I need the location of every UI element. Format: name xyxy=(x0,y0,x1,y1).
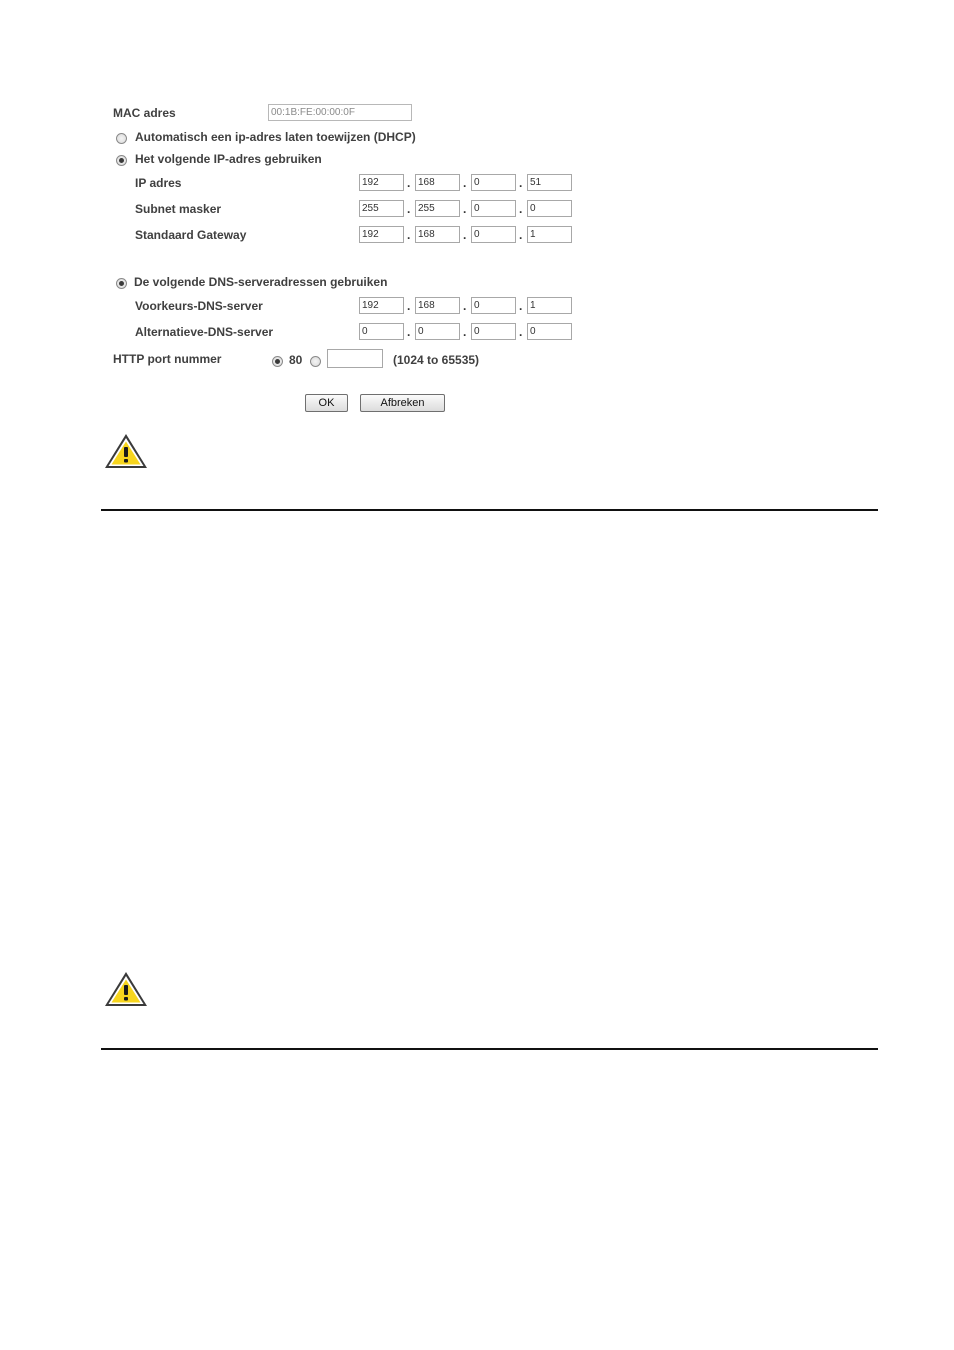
http-port-custom-input[interactable] xyxy=(327,349,383,368)
http-port-range-hint: (1024 to 65535) xyxy=(393,353,480,367)
warning-icon xyxy=(103,970,149,1008)
ip-octet-3[interactable]: 0 xyxy=(471,174,516,191)
static-ip-label: Het volgende IP-adres gebruiken xyxy=(135,152,322,166)
subnet-separator: . xyxy=(407,202,411,216)
dns-preferred-separator: . xyxy=(407,299,411,313)
dhcp-label: Automatisch een ip-adres laten toewijzen (DHCP) xyxy=(135,130,416,144)
section-divider xyxy=(101,509,878,511)
http-port-default-radio[interactable] xyxy=(272,356,283,367)
ip-octet-4[interactable]: 51 xyxy=(527,174,572,191)
ip-separator: . xyxy=(407,176,411,190)
gateway-octet-1[interactable]: 192 xyxy=(359,226,404,243)
ok-button[interactable]: OK xyxy=(305,394,348,412)
dns-alternative-label: Alternatieve-DNS-server xyxy=(135,325,274,339)
dns-alternative-octet-1[interactable]: 0 xyxy=(359,323,404,340)
gateway-octet-2[interactable]: 168 xyxy=(415,226,460,243)
http-port-custom-radio[interactable] xyxy=(310,356,321,367)
ip-separator: . xyxy=(519,176,523,190)
ip-label: IP adres xyxy=(135,176,182,190)
cancel-button[interactable]: Afbreken xyxy=(360,394,445,412)
subnet-separator: . xyxy=(519,202,523,216)
subnet-octet-3[interactable]: 0 xyxy=(471,200,516,217)
warning-icon xyxy=(103,432,149,470)
dns-manual-label: De volgende DNS-serveradressen gebruiken xyxy=(134,275,388,289)
subnet-octet-2[interactable]: 255 xyxy=(415,200,460,217)
dns-alternative-separator: . xyxy=(407,325,411,339)
ip-octet-2[interactable]: 168 xyxy=(415,174,460,191)
gateway-separator: . xyxy=(407,228,411,242)
gateway-octet-3[interactable]: 0 xyxy=(471,226,516,243)
section-divider xyxy=(101,1048,878,1050)
dns-alternative-octet-3[interactable]: 0 xyxy=(471,323,516,340)
subnet-separator: . xyxy=(463,202,467,216)
dns-preferred-octet-3[interactable]: 0 xyxy=(471,297,516,314)
dns-preferred-separator: . xyxy=(519,299,523,313)
dns-preferred-octet-4[interactable]: 1 xyxy=(527,297,572,314)
subnet-label: Subnet masker xyxy=(135,202,222,216)
static-ip-radio[interactable] xyxy=(116,155,127,166)
dhcp-radio[interactable] xyxy=(116,133,127,144)
dns-preferred-octet-1[interactable]: 192 xyxy=(359,297,404,314)
dns-alternative-octet-4[interactable]: 0 xyxy=(527,323,572,340)
subnet-octet-4[interactable]: 0 xyxy=(527,200,572,217)
gateway-separator: . xyxy=(519,228,523,242)
dns-preferred-octet-2[interactable]: 168 xyxy=(415,297,460,314)
subnet-octet-1[interactable]: 255 xyxy=(359,200,404,217)
dns-alternative-separator: . xyxy=(463,325,467,339)
gateway-octet-4[interactable]: 1 xyxy=(527,226,572,243)
dns-alternative-separator: . xyxy=(519,325,523,339)
ip-separator: . xyxy=(463,176,467,190)
gateway-separator: . xyxy=(463,228,467,242)
mac-field: 00:1B:FE:00:00:0F xyxy=(268,104,412,121)
mac-label: MAC adres xyxy=(113,106,176,120)
dns-alternative-octet-2[interactable]: 0 xyxy=(415,323,460,340)
dns-preferred-label: Voorkeurs-DNS-server xyxy=(135,299,263,313)
dns-manual-radio[interactable] xyxy=(116,278,127,289)
dns-preferred-separator: . xyxy=(463,299,467,313)
http-port-default-value: 80 xyxy=(289,353,303,367)
gateway-label: Standaard Gateway xyxy=(135,228,247,242)
ip-octet-1[interactable]: 192 xyxy=(359,174,404,191)
http-port-label: HTTP port nummer xyxy=(113,352,222,366)
